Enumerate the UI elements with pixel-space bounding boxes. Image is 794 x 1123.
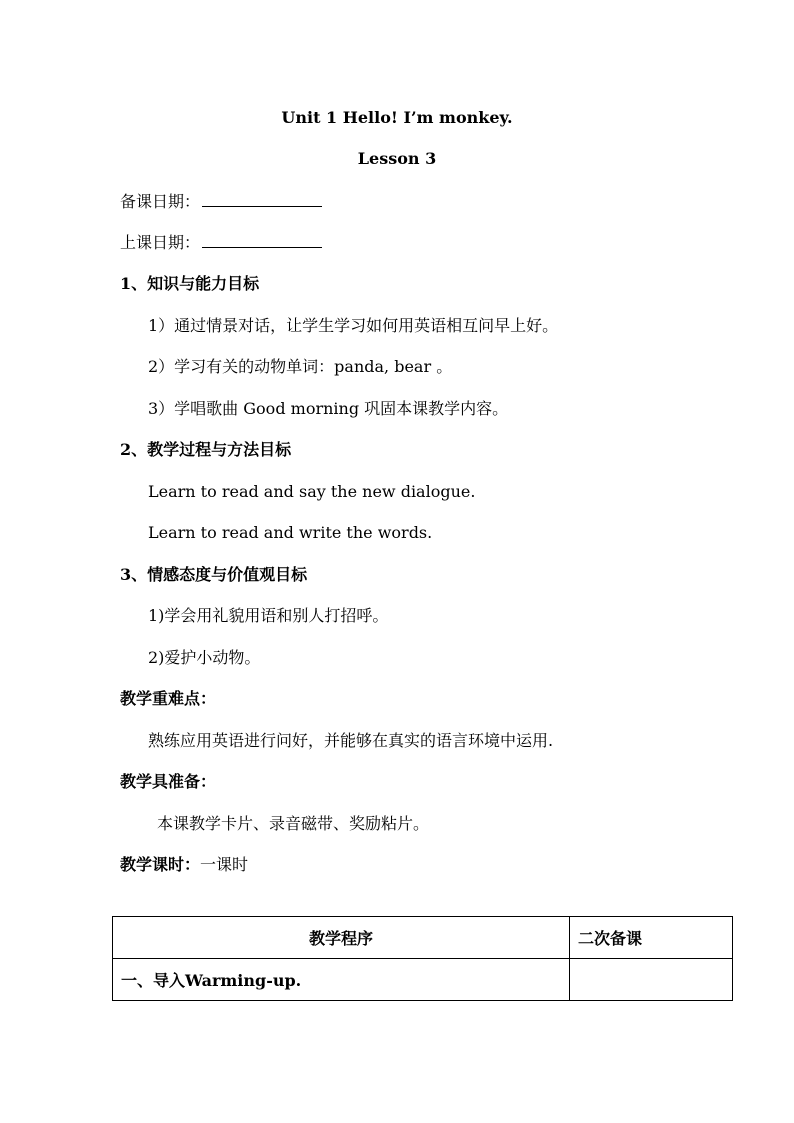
- hours-row: [120, 855, 248, 875]
- section2-item-1: Learn to read and say the new dialogue.: [148, 482, 476, 501]
- prep-date-blank[interactable]: [202, 192, 322, 207]
- row1-procedure: 一、导入Warming-up.: [113, 959, 570, 1001]
- lesson-title: Lesson 3: [357, 149, 437, 168]
- table-header-row: [113, 917, 733, 959]
- section3-title: 3、情感态度与价值观目标: [120, 565, 308, 584]
- key-points-title: 教学重难点：: [120, 689, 217, 708]
- hours-label: 教学课时：: [120, 855, 201, 874]
- section1-title: 1、知识与能力目标: [120, 274, 260, 293]
- class-date-blank[interactable]: [202, 233, 322, 248]
- section1-item-3: 3）学唱歌曲 Good morning 巩固本课教学内容。: [148, 399, 509, 418]
- key-points-text: 熟练应用英语进行问好，并能够在真实的语言环境中运用.: [148, 731, 554, 750]
- section3-item-1: 1)学会用礼貌用语和别人打招呼。: [148, 606, 389, 625]
- unit-title: Unit 1 Hello! I’m monkey.: [281, 108, 513, 127]
- procedure-table: [112, 916, 733, 1001]
- section1-item-1: 1）通过情景对话，让学生学习如何用英语相互问早上好。: [148, 316, 559, 335]
- header-procedure: 教学程序: [113, 917, 570, 959]
- section2-item-2: Learn to read and write the words.: [148, 523, 433, 542]
- row1-second-prep[interactable]: [570, 959, 733, 1001]
- prep-date-row: [120, 192, 322, 212]
- prep-date-label: 备课日期：: [120, 192, 201, 211]
- section3-item-2: 2)爱护小动物。: [148, 648, 261, 667]
- header-second-prep: 二次备课: [570, 917, 733, 959]
- section1-item-2: 2）学习有关的动物单词：panda, bear 。: [148, 357, 453, 376]
- class-date-label: 上课日期：: [120, 233, 201, 252]
- section2-title: 2、教学过程与方法目标: [120, 440, 292, 459]
- materials-title: 教学具准备：: [120, 772, 217, 791]
- hours-value: 一课时: [200, 855, 249, 874]
- materials-text: 本课教学卡片、录音磁带、奖励粘片。: [157, 814, 430, 833]
- class-date-row: [120, 233, 322, 253]
- table-row: [113, 959, 733, 1001]
